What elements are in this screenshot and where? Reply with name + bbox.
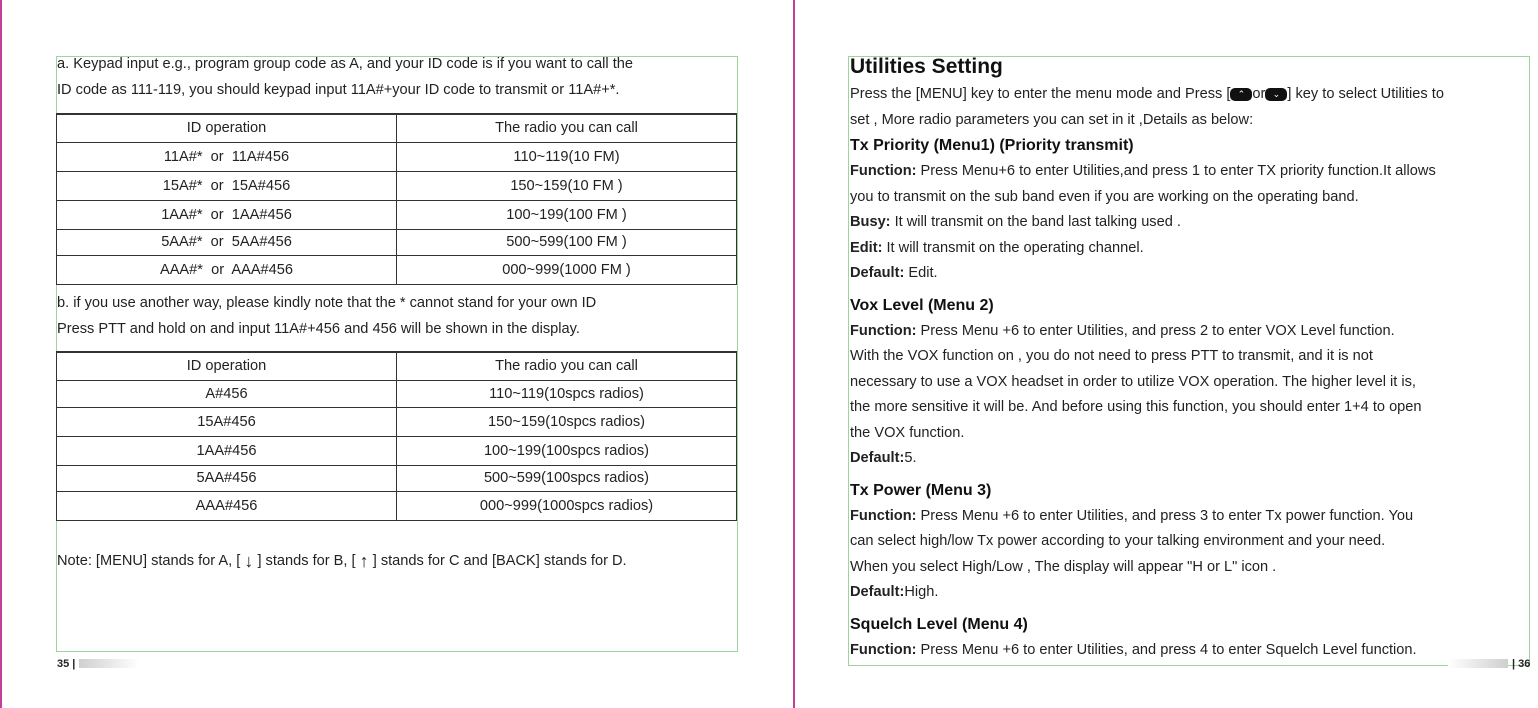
- table-row: [57, 491, 737, 520]
- label: Default:: [850, 584, 905, 600]
- body-text: High.: [904, 584, 939, 600]
- intro-text: Press the [MENU] key to enter the menu mode and Press [: [850, 86, 1231, 102]
- label: Edit:: [850, 239, 883, 256]
- footer-bar-left: [79, 659, 139, 668]
- tx-power-line2: can select high/low Tx power according to your talking environment and your need.: [850, 533, 1386, 549]
- id-table-1: [56, 113, 737, 285]
- vox-line3: necessary to use a VOX headset in order to utilize VOX operation. The higher level it is,: [850, 373, 1416, 390]
- vox-line4: the more sensitive it will be. And before using this function, you should enter 1+4 to open: [850, 399, 1422, 415]
- table-row: [57, 380, 737, 407]
- label: Function:: [850, 641, 917, 658]
- vox-line5: the VOX function.: [850, 424, 965, 441]
- page-title: Utilities Setting: [850, 55, 1003, 78]
- key-note: [57, 549, 627, 574]
- table-cell: 1AA#* or 1AA#456: [57, 200, 397, 229]
- up-arrow-icon: ↑: [359, 551, 369, 572]
- intro-or: or: [1252, 86, 1266, 102]
- label: Function:: [850, 163, 917, 179]
- table-header-cell: The radio you can call: [397, 114, 737, 142]
- table-row: [57, 255, 737, 284]
- id-table-2: [56, 351, 737, 521]
- table-row: [57, 229, 737, 255]
- tx-power-line3: When you select High/Low , The display will appear "H or L" icon .: [850, 558, 1277, 575]
- page-number-right: | 36: [1512, 658, 1531, 670]
- intro-text: ] key to select Utilities to: [1287, 86, 1444, 102]
- tx-priority-busy: [850, 210, 1538, 236]
- body-text: Press Menu+6 to enter Utilities,and press 1 to enter TX priority function.It allows: [916, 163, 1436, 179]
- table-cell: 500~599(100 FM ): [397, 229, 737, 255]
- body-text: 5.: [904, 450, 917, 466]
- tx-priority-line2: you to transmit on the sub band even if you are working on the operating band.: [850, 188, 1359, 205]
- section-heading-tx-power: Tx Power (Menu 3): [850, 481, 992, 499]
- body-text: Press Menu +6 to enter Utilities, and press 2 to enter VOX Level function.: [916, 322, 1395, 339]
- intro-a-line1: a. Keypad input e.g., program group code as A, and your ID code is if you want to call the: [57, 56, 633, 72]
- note-part2: ] stands for B, [: [257, 553, 356, 569]
- intro-b-line1: b. if you use another way, please kindly note that the * cannot stand for your own ID: [57, 295, 597, 311]
- table-cell: 000~999(1000 FM ): [397, 255, 737, 284]
- page-number-left: 35 |: [57, 658, 76, 670]
- table-cell: 5AA#456: [57, 465, 397, 491]
- table-row: [57, 171, 737, 200]
- intro-a-line2: ID code as 111-119, you should keypad input 11A#+your ID code to transmit or 11A#+*.: [57, 82, 620, 98]
- table-header: [57, 352, 737, 380]
- label: Default:: [850, 450, 905, 466]
- table-cell: 110~119(10spcs radios): [397, 380, 737, 407]
- vox-default: [850, 446, 1538, 472]
- down-arrow-icon: ↓: [244, 551, 254, 572]
- table-cell: 100~199(100spcs radios): [397, 436, 737, 465]
- utilities-section: [850, 52, 1538, 663]
- table-cell: A#456: [57, 380, 397, 407]
- section-heading-tx-priority: Tx Priority (Menu1) (Priority transmit): [850, 137, 1134, 154]
- table-cell: 15A#456: [57, 407, 397, 436]
- vox-line2: With the VOX function on , you do not need to press PTT to transmit, and it is not: [850, 348, 1373, 364]
- body-text: Edit.: [904, 265, 938, 281]
- table-cell: AAA#* or AAA#456: [57, 255, 397, 284]
- table-header-cell: The radio you can call: [397, 352, 737, 380]
- table-cell: 500~599(100spcs radios): [397, 465, 737, 491]
- label: Default:: [850, 265, 905, 281]
- table-cell: 15A#* or 15A#456: [57, 171, 397, 200]
- table-cell: 1AA#456: [57, 436, 397, 465]
- table-header-cell: ID operation: [57, 114, 397, 142]
- note-part3: ] stands for C and [BACK] stands for D.: [372, 553, 627, 569]
- vox-function: [850, 319, 1538, 345]
- page-number-text: 36: [1518, 658, 1531, 670]
- note-part1: Note: [MENU] stands for A, [: [57, 553, 241, 569]
- table-row: [57, 407, 737, 436]
- tx-priority-edit: [850, 236, 1538, 262]
- label: Function:: [850, 507, 917, 524]
- table-row: [57, 200, 737, 229]
- body-text: Press Menu +6 to enter Utilities, and press 4 to enter Squelch Level function.: [916, 641, 1417, 658]
- page-edge-left: [0, 0, 2, 708]
- table-row: [57, 436, 737, 465]
- squelch-function: [850, 638, 1538, 664]
- table-cell: 5AA#* or 5AA#456: [57, 229, 397, 255]
- label: Busy:: [850, 214, 891, 230]
- table-cell: 110~119(10 FM): [397, 142, 737, 171]
- body-text: It will transmit on the operating channel.: [882, 239, 1144, 256]
- table-cell: AAA#456: [57, 491, 397, 520]
- intro-line1: [850, 82, 1538, 108]
- table-row: [57, 465, 737, 491]
- section-heading-vox: Vox Level (Menu 2): [850, 296, 994, 314]
- chevron-up-key-icon: ⌃: [1230, 88, 1252, 101]
- table-header-cell: ID operation: [57, 352, 397, 380]
- tx-power-default: [850, 580, 1538, 606]
- body-text: It will transmit on the band last talking used .: [890, 214, 1181, 230]
- chevron-down-key-icon: ⌄: [1265, 88, 1287, 101]
- tx-priority-function: [850, 159, 1538, 185]
- intro-line2: set , More radio parameters you can set in it ,Details as below:: [850, 111, 1254, 128]
- tx-power-function: [850, 504, 1538, 530]
- table-cell: 150~159(10spcs radios): [397, 407, 737, 436]
- table-header: [57, 114, 737, 142]
- footer-bar-right: [1448, 659, 1508, 668]
- table-row: [57, 142, 737, 171]
- body-text: Press Menu +6 to enter Utilities, and press 3 to enter Tx power function. You: [916, 507, 1414, 524]
- table-cell: 100~199(100 FM ): [397, 200, 737, 229]
- label: Function:: [850, 322, 917, 339]
- table-cell: 150~159(10 FM ): [397, 171, 737, 200]
- intro-b-line2: Press PTT and hold on and input 11A#+456 and 456 will be shown in the display.: [57, 321, 580, 337]
- table-cell: 000~999(1000spcs radios): [397, 491, 737, 520]
- section-heading-squelch: Squelch Level (Menu 4): [850, 615, 1028, 633]
- table-cell: 11A#* or 11A#456: [57, 142, 397, 171]
- page-number-text: 35: [57, 658, 70, 670]
- tx-priority-default: [850, 261, 1538, 287]
- page-divider: [793, 0, 795, 708]
